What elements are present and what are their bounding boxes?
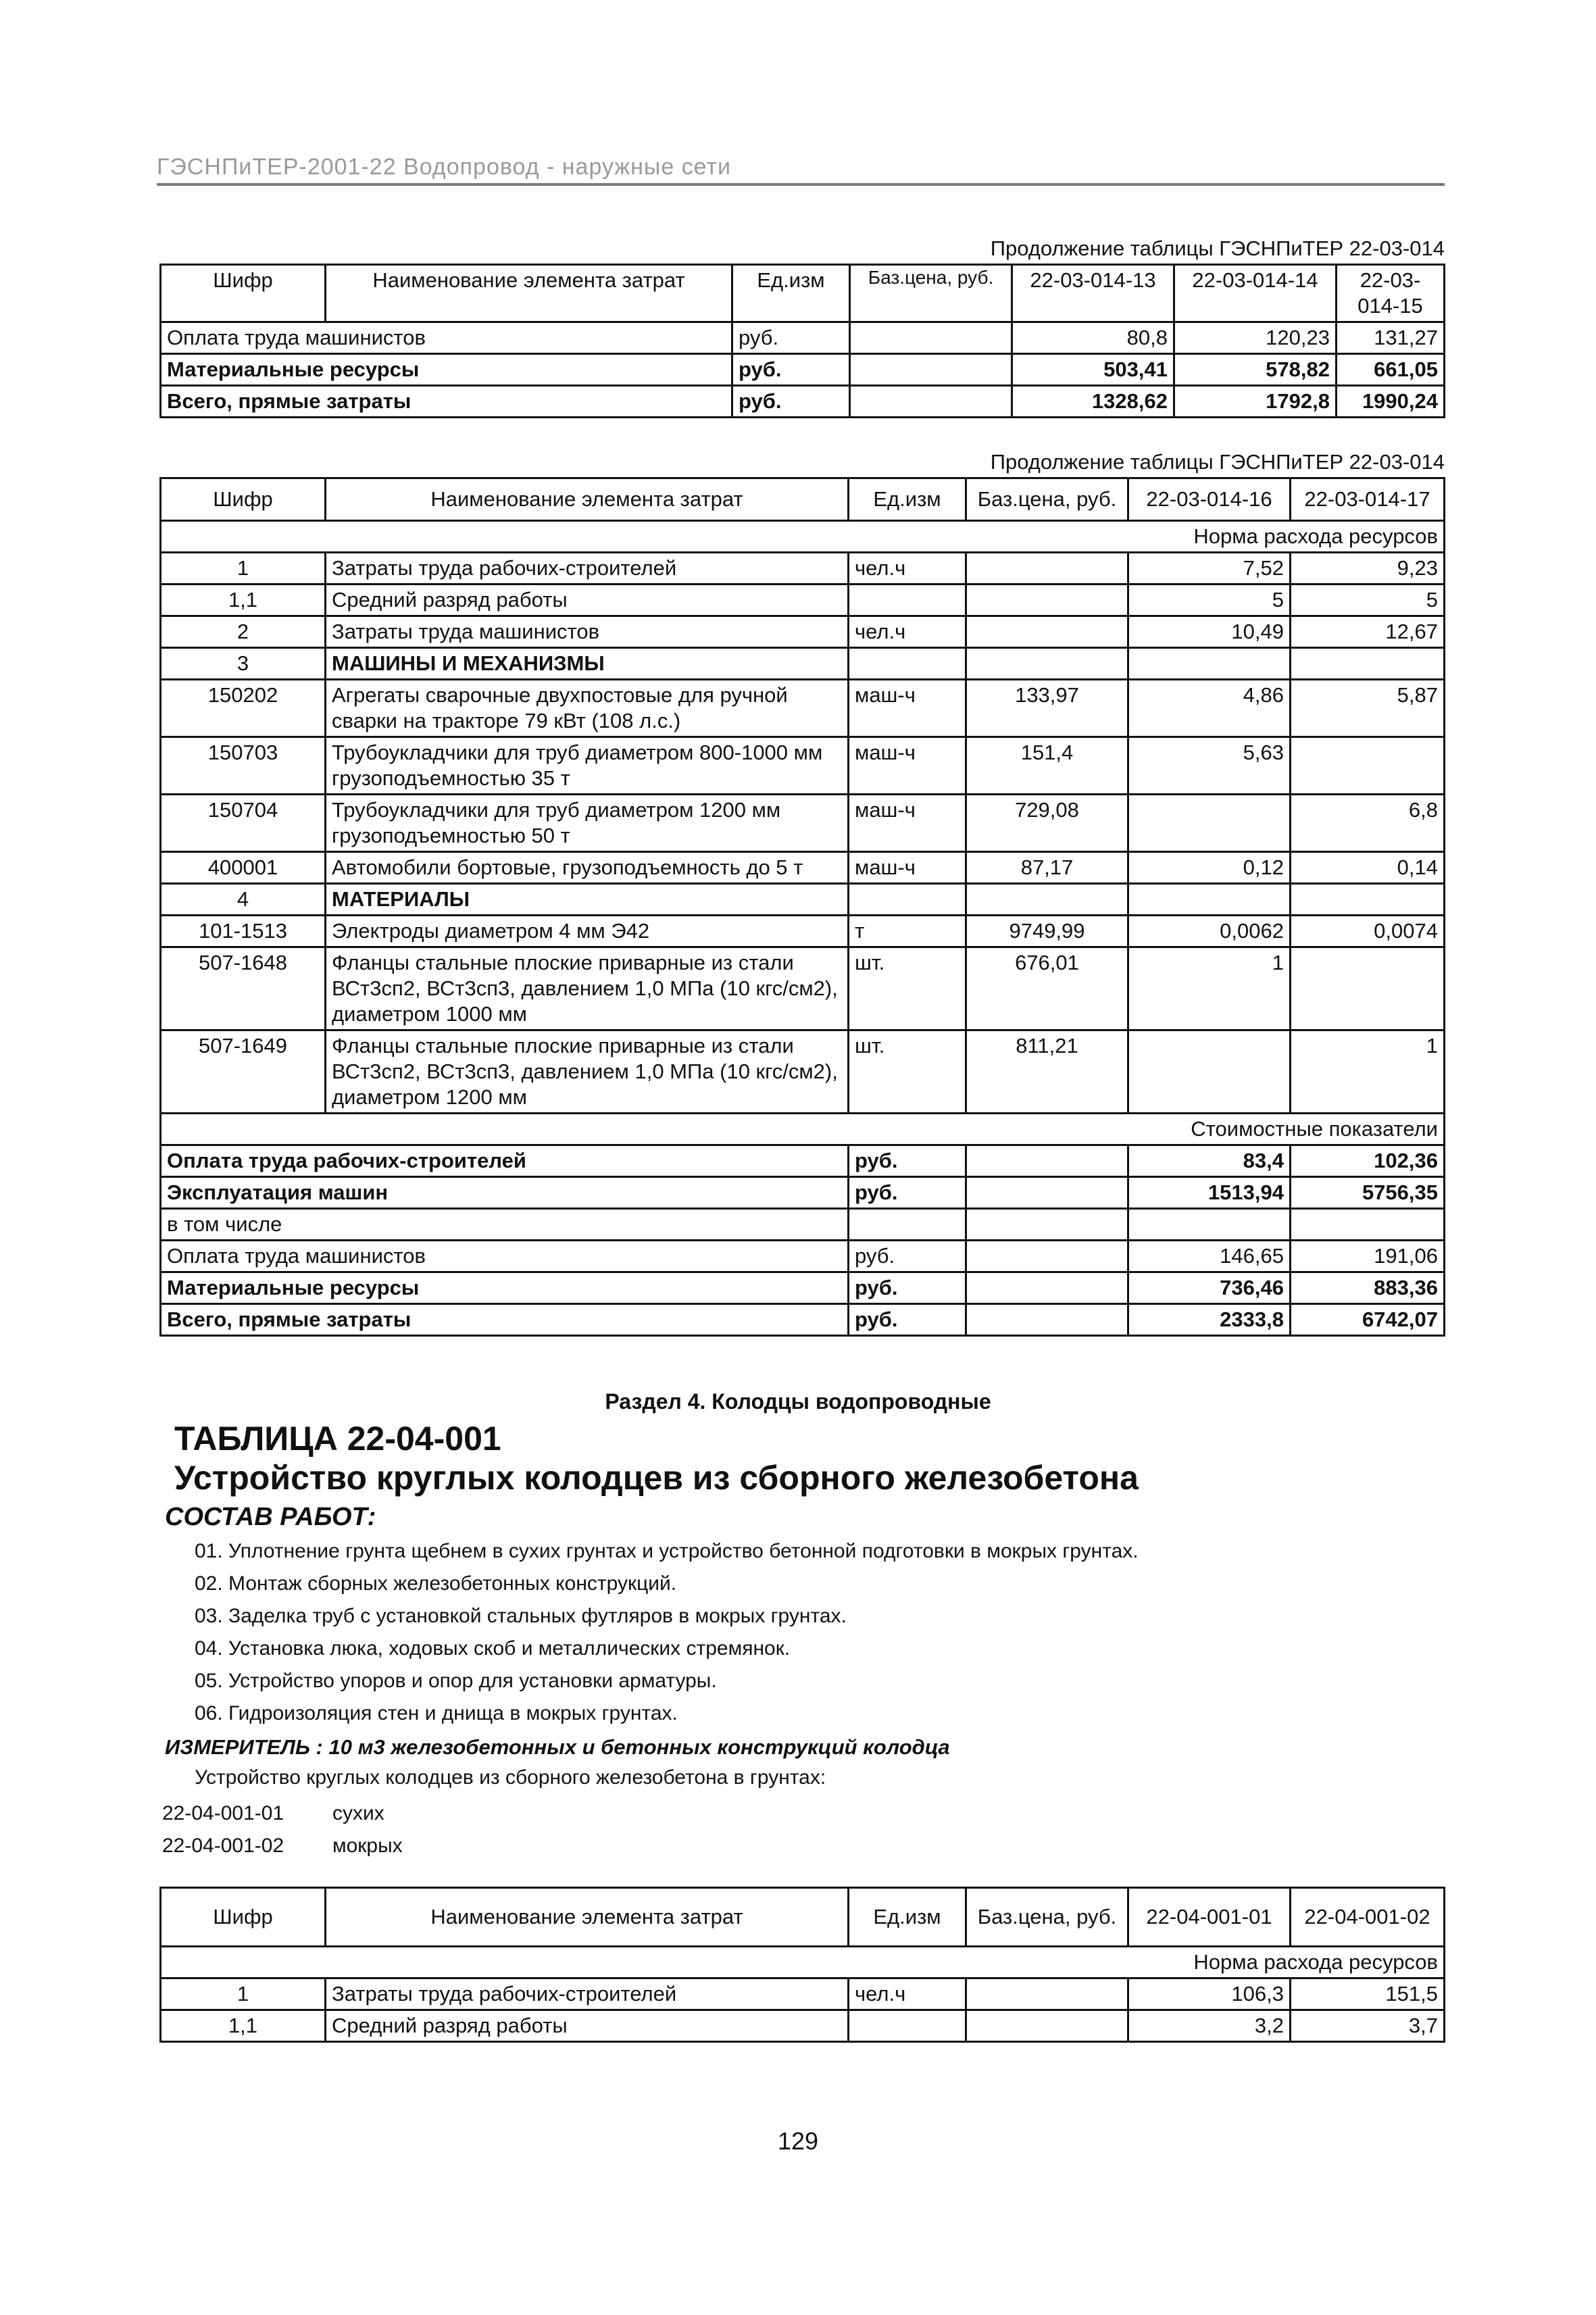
table-row [161, 680, 1445, 737]
table2-header-cell: Шифр [161, 478, 326, 521]
row-value: 5 [1128, 584, 1291, 616]
table-row [161, 947, 1445, 1030]
row-value: 83,4 [1128, 1145, 1291, 1177]
row-value: 503,41 [1012, 354, 1174, 386]
intro-text: Устройство круглых колодцев из сборного железобетона в грунтах: [195, 1766, 826, 1789]
row-price [966, 1272, 1128, 1304]
row-unit [849, 584, 966, 616]
row-value: 12,67 [1291, 616, 1445, 648]
table-title: ТАБЛИЦА 22-04-001 [174, 1420, 501, 1458]
table3-header-cell: Наименование элемента затрат [326, 1888, 849, 1947]
row-value [1128, 648, 1291, 680]
row-price: 133,97 [966, 680, 1128, 737]
row-value: 131,27 [1337, 322, 1445, 354]
row-price [966, 2010, 1128, 2042]
row-name: Средний разряд работы [326, 2010, 849, 2042]
row-code: 150704 [161, 795, 326, 852]
row-value [1128, 1209, 1291, 1241]
table1-caption: Продолжение таблицы ГЭСНПиТЕР 22-03-014 [990, 237, 1445, 260]
table-row [161, 553, 1445, 584]
row-unit: руб. [732, 322, 850, 354]
row-value: 5 [1291, 584, 1445, 616]
table-row [161, 852, 1445, 884]
row-value: 5756,35 [1291, 1177, 1445, 1209]
row-code: 1,1 [161, 584, 326, 616]
row-value [1291, 1209, 1445, 1241]
row-value: 1792,8 [1174, 386, 1337, 418]
table-subtitle: Устройство круглых колодцев из сборного железобетона [174, 1459, 1139, 1497]
row-unit: шт. [849, 947, 966, 1030]
row-name: Трубоукладчики для труб диаметром 1200 мм грузоподъемностью 50 т [326, 795, 849, 852]
row-value: 4,86 [1128, 680, 1291, 737]
table-row [161, 884, 1445, 916]
row-value: 1513,94 [1128, 1177, 1291, 1209]
table3-header-cell: 22-04-001-02 [1291, 1888, 1445, 1947]
table-row [161, 648, 1445, 680]
row-value: 0,14 [1291, 852, 1445, 884]
row-value: 2333,8 [1128, 1304, 1291, 1336]
list-item: 05. Устройство упоров и опор для установки арматуры. [195, 1670, 717, 1692]
row-value: 661,05 [1337, 354, 1445, 386]
list-item: 03. Заделка труб с установкой стальных футляров в мокрых грунтах. [195, 1605, 847, 1627]
row-value: 10,49 [1128, 616, 1291, 648]
row-name: Затраты труда машинистов [326, 616, 849, 648]
row-value: 1 [1291, 1030, 1445, 1114]
measurement-unit: ИЗМЕРИТЕЛЬ : 10 м3 железобетонных и бетонных конструкций колодца [165, 1735, 950, 1759]
row-value [1128, 884, 1291, 916]
list-item [162, 1830, 503, 1862]
row-price: 729,08 [966, 795, 1128, 852]
table1-header-cell: 22-03-014-14 [1174, 265, 1337, 322]
table3-header-row [161, 1888, 1445, 1947]
row-code: 101-1513 [161, 916, 326, 947]
norm-label: Норма расхода ресурсов [161, 521, 1445, 553]
row-price [850, 322, 1012, 354]
row-value [1291, 737, 1445, 795]
row-code: 3 [161, 648, 326, 680]
table-row [161, 1030, 1445, 1114]
list-item: 02. Монтаж сборных железобетонных конструкций. [195, 1572, 677, 1595]
row-unit: маш-ч [849, 852, 966, 884]
running-header: ГЭСНПиТЕР-2001-22 Водопровод - наружные сети [157, 154, 1445, 186]
table2-header-cell: 22-03-014-16 [1128, 478, 1291, 521]
row-name: Материальные ресурсы [161, 1272, 849, 1304]
row-value: 5,87 [1291, 680, 1445, 737]
row-price: 9749,99 [966, 916, 1128, 947]
row-value: 6,8 [1291, 795, 1445, 852]
row-unit: руб. [849, 1304, 966, 1336]
table-row [161, 322, 1445, 354]
table-row [161, 916, 1445, 947]
row-value: 80,8 [1012, 322, 1174, 354]
table2-header-cell: Баз.цена, руб. [966, 478, 1128, 521]
row-code: 1,1 [161, 2010, 326, 2042]
table-row [161, 354, 1445, 386]
cost-row [161, 1272, 1445, 1304]
row-name: Затраты труда рабочих-строителей [326, 1978, 849, 2010]
row-value: 3,7 [1291, 2010, 1445, 2042]
table-row [161, 2010, 1445, 2042]
row-price [966, 884, 1128, 916]
row-value: 0,0074 [1291, 916, 1445, 947]
table1 [159, 264, 1445, 418]
row-unit: маш-ч [849, 680, 966, 737]
row-value [1291, 947, 1445, 1030]
table1-header-cell: 22-03-014-15 [1337, 265, 1445, 322]
row-unit: руб. [732, 354, 850, 386]
row-price [966, 1241, 1128, 1272]
list-item [162, 1797, 503, 1830]
row-unit: маш-ч [849, 795, 966, 852]
row-code: 150202 [161, 680, 326, 737]
cost-label-row [161, 1114, 1445, 1145]
row-price [850, 386, 1012, 418]
row-unit: т [849, 916, 966, 947]
row-name: МАТЕРИАЛЫ [326, 884, 849, 916]
row-code: 2 [161, 616, 326, 648]
table-row [161, 616, 1445, 648]
row-name: Всего, прямые затраты [161, 386, 732, 418]
row-name: Трубоукладчики для труб диаметром 800-1000 мм грузоподъемностью 35 т [326, 737, 849, 795]
row-value [1128, 1030, 1291, 1114]
row-name: Оплата труда машинистов [161, 322, 732, 354]
row-price: 151,4 [966, 737, 1128, 795]
table3-header-cell: Баз.цена, руб. [966, 1888, 1128, 1947]
row-value: 883,36 [1291, 1272, 1445, 1304]
row-value: 736,46 [1128, 1272, 1291, 1304]
row-price: 87,17 [966, 852, 1128, 884]
row-value: 7,52 [1128, 553, 1291, 584]
row-unit: руб. [732, 386, 850, 418]
table3 [159, 1887, 1445, 2043]
row-name: Средний разряд работы [326, 584, 849, 616]
table2-header-cell: Наименование элемента затрат [326, 478, 849, 521]
row-price: 811,21 [966, 1030, 1128, 1114]
row-value: 5,63 [1128, 737, 1291, 795]
row-unit: чел.ч [849, 1978, 966, 2010]
cost-row [161, 1304, 1445, 1336]
row-unit: руб. [849, 1145, 966, 1177]
cost-label: Стоимостные показатели [161, 1114, 1445, 1145]
row-value: 106,3 [1128, 1978, 1291, 2010]
row-unit: маш-ч [849, 737, 966, 795]
table1-header-cell: Шифр [161, 265, 326, 322]
cost-row [161, 1177, 1445, 1209]
row-value: 578,82 [1174, 354, 1337, 386]
code-label: мокрых [332, 1835, 403, 1857]
row-unit: чел.ч [849, 616, 966, 648]
table-row [161, 584, 1445, 616]
row-price [966, 584, 1128, 616]
cost-row [161, 1209, 1445, 1241]
work-composition-label: СОСТАВ РАБОТ: [165, 1503, 376, 1531]
page-number: 129 [777, 2127, 819, 2155]
table-row [161, 737, 1445, 795]
code: 22-04-001-02 [162, 1835, 284, 1857]
row-unit [849, 648, 966, 680]
table1-header-row [161, 265, 1445, 322]
row-name: Автомобили бортовые, грузоподъемность до 5 т [326, 852, 849, 884]
table-row [161, 386, 1445, 418]
row-code: 1 [161, 1978, 326, 2010]
row-price [966, 1177, 1128, 1209]
row-value: 6742,07 [1291, 1304, 1445, 1336]
list-item: 06. Гидроизоляция стен и днища в мокрых грунтах. [195, 1702, 678, 1724]
table2 [159, 477, 1445, 1337]
norm-label: Норма расхода ресурсов [161, 1947, 1445, 1978]
row-price: 676,01 [966, 947, 1128, 1030]
row-unit: руб. [849, 1241, 966, 1272]
row-name: в том числе [161, 1209, 849, 1241]
row-name: Агрегаты сварочные двухпостовые для ручной сварки на тракторе 79 кВт (108 л.с.) [326, 680, 849, 737]
row-name: Оплата труда машинистов [161, 1241, 849, 1272]
row-unit: руб. [849, 1272, 966, 1304]
code-list [162, 1797, 503, 1862]
row-code: 1 [161, 553, 326, 584]
row-price [966, 1304, 1128, 1336]
row-value: 0,0062 [1128, 916, 1291, 947]
norm-row [161, 521, 1445, 553]
code: 22-04-001-01 [162, 1802, 284, 1824]
row-value: 1 [1128, 947, 1291, 1030]
row-unit: чел.ч [849, 553, 966, 584]
row-value: 1990,24 [1337, 386, 1445, 418]
row-value: 3,2 [1128, 2010, 1291, 2042]
cost-row [161, 1145, 1445, 1177]
row-code: 150703 [161, 737, 326, 795]
row-name: Затраты труда рабочих-строителей [326, 553, 849, 584]
row-price [966, 553, 1128, 584]
table2-caption: Продолжение таблицы ГЭСНПиТЕР 22-03-014 [990, 450, 1445, 474]
code-label: сухих [332, 1802, 384, 1824]
list-item: 01. Уплотнение грунта щебнем в сухих грунтах и устройство бетонной подготовки в мокрых грунтах. [195, 1540, 1139, 1562]
work-list [195, 1535, 1139, 1730]
row-name: Эксплуатация машин [161, 1177, 849, 1209]
row-price [966, 1209, 1128, 1241]
row-unit [849, 2010, 966, 2042]
row-value: 0,12 [1128, 852, 1291, 884]
row-price [850, 354, 1012, 386]
row-code: 4 [161, 884, 326, 916]
list-item: 04. Установка люка, ходовых скоб и металлических стремянок. [195, 1637, 791, 1660]
norm-row [161, 1947, 1445, 1978]
row-value: 120,23 [1174, 322, 1337, 354]
table2-header-cell: 22-03-014-17 [1291, 478, 1445, 521]
cost-row [161, 1241, 1445, 1272]
row-value: 146,65 [1128, 1241, 1291, 1272]
row-code: 507-1648 [161, 947, 326, 1030]
row-value: 9,23 [1291, 553, 1445, 584]
row-value [1128, 795, 1291, 852]
table2-header-row [161, 478, 1445, 521]
table1-header-cell: Ед.изм [732, 265, 850, 322]
row-unit: шт. [849, 1030, 966, 1114]
row-value [1291, 884, 1445, 916]
row-code: 507-1649 [161, 1030, 326, 1114]
table1-header-cell: Баз.цена, руб. [850, 265, 1012, 322]
row-value: 191,06 [1291, 1241, 1445, 1272]
row-price [966, 1145, 1128, 1177]
row-value: 1328,62 [1012, 386, 1174, 418]
row-price [966, 1978, 1128, 2010]
row-code: 400001 [161, 852, 326, 884]
row-name: МАШИНЫ И МЕХАНИЗМЫ [326, 648, 849, 680]
row-value: 151,5 [1291, 1978, 1445, 2010]
row-name: Материальные ресурсы [161, 354, 732, 386]
row-name: Фланцы стальные плоские приварные из стали ВСт3сп2, ВСт3сп3, давлением 1,0 МПа (10 кгс/см2), диаметром 1200 мм [326, 1030, 849, 1114]
table3-header-cell: Шифр [161, 1888, 326, 1947]
row-unit [849, 884, 966, 916]
table3-header-cell: Ед.изм [849, 1888, 966, 1947]
row-price [966, 648, 1128, 680]
section-heading: Раздел 4. Колодцы водопроводные [605, 1389, 991, 1414]
table3-header-cell: 22-04-001-01 [1128, 1888, 1291, 1947]
row-unit: руб. [849, 1177, 966, 1209]
table1-header-cell: 22-03-014-13 [1012, 265, 1174, 322]
table-row [161, 795, 1445, 852]
table1-header-cell: Наименование элемента затрат [326, 265, 732, 322]
row-name: Всего, прямые затраты [161, 1304, 849, 1336]
row-value [1291, 648, 1445, 680]
row-name: Оплата труда рабочих-строителей [161, 1145, 849, 1177]
table2-header-cell: Ед.изм [849, 478, 966, 521]
row-unit [849, 1209, 966, 1241]
table-row [161, 1978, 1445, 2010]
row-name: Электроды диаметром 4 мм Э42 [326, 916, 849, 947]
row-price [966, 616, 1128, 648]
row-value: 102,36 [1291, 1145, 1445, 1177]
row-name: Фланцы стальные плоские приварные из стали ВСт3сп2, ВСт3сп3, давлением 1,0 МПа (10 кгс/см2), диаметром 1000 мм [326, 947, 849, 1030]
